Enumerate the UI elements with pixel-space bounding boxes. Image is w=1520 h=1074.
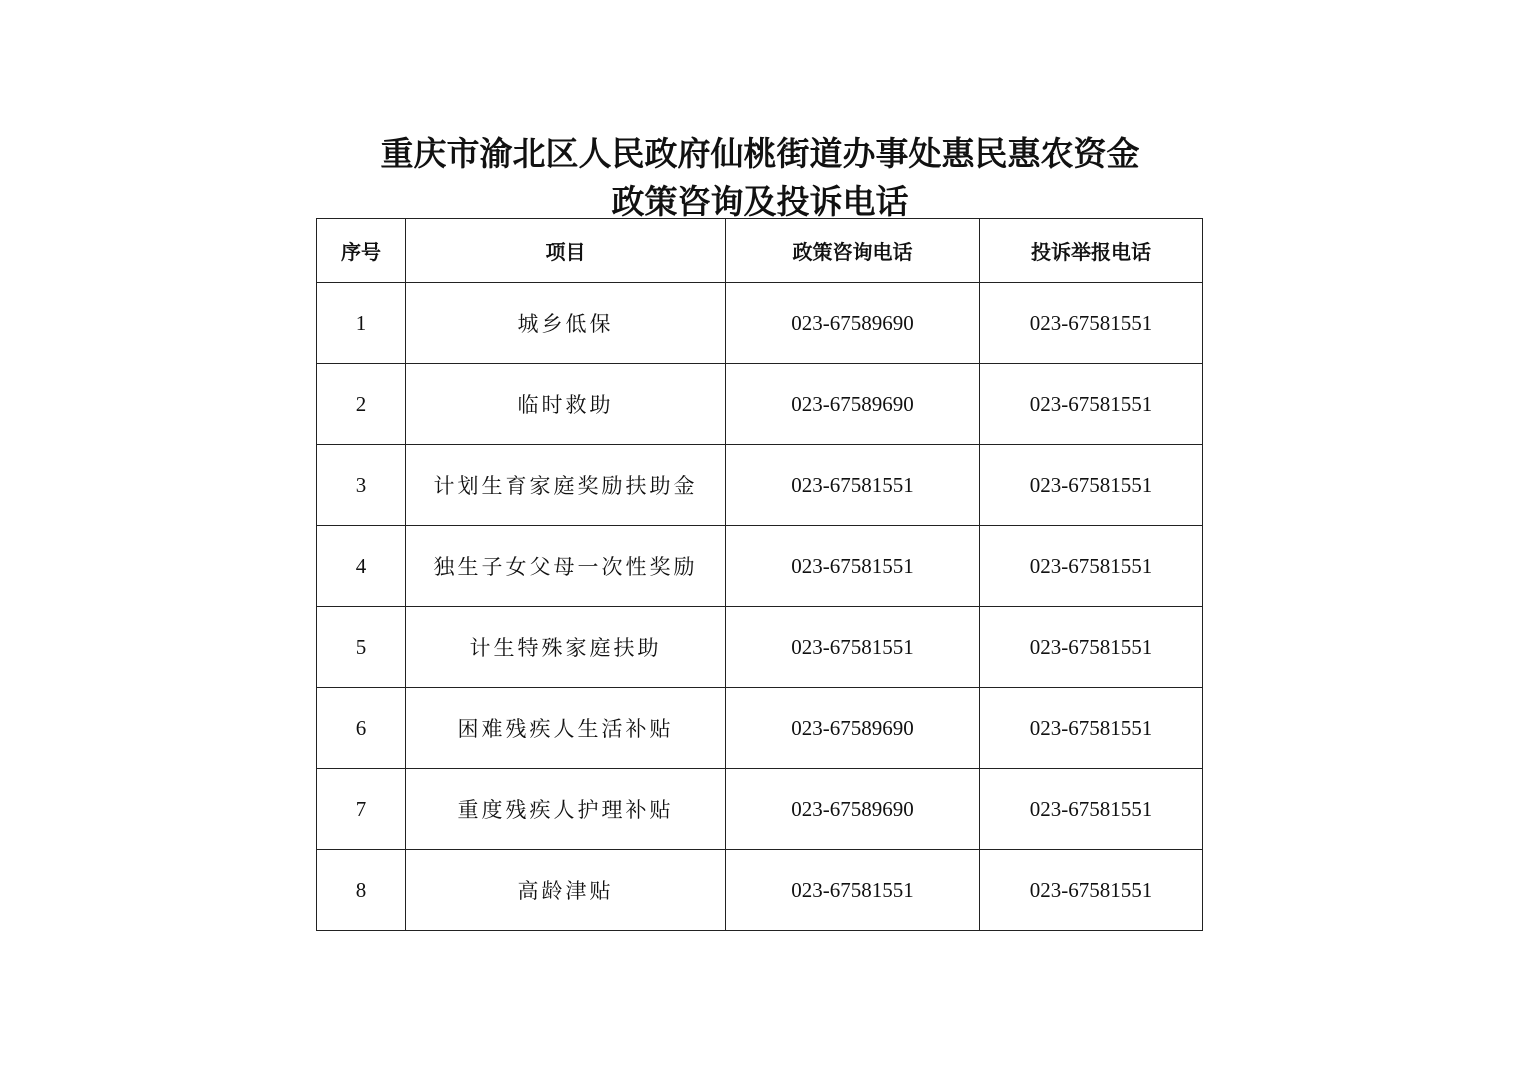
row-number: 3 [317,445,406,526]
row-item: 重度残疾人护理补贴 [406,769,726,850]
row-consult-phone: 023-67581551 [726,607,980,688]
header-item: 项目 [406,219,726,283]
row-item: 城乡低保 [406,283,726,364]
row-number: 1 [317,283,406,364]
row-item: 独生子女父母一次性奖励 [406,526,726,607]
row-consult-phone: 023-67589690 [726,283,980,364]
row-item: 困难残疾人生活补贴 [406,688,726,769]
table-row [317,283,1203,364]
row-number: 2 [317,364,406,445]
table-row [317,688,1203,769]
document-title-line-1: 重庆市渝北区人民政府仙桃街道办事处惠民惠农资金 [380,134,1140,173]
row-complaint-phone: 023-67581551 [980,364,1203,445]
table-row [317,364,1203,445]
table-header-row [317,219,1203,283]
table-row [317,769,1203,850]
table-row [317,445,1203,526]
row-consult-phone: 023-67581551 [726,850,980,931]
row-consult-phone: 023-67589690 [726,688,980,769]
row-number: 4 [317,526,406,607]
row-consult-phone: 023-67589690 [726,769,980,850]
row-complaint-phone: 023-67581551 [980,526,1203,607]
header-complaint-phone: 投诉举报电话 [980,219,1203,283]
row-complaint-phone: 023-67581551 [980,283,1203,364]
row-number: 8 [317,850,406,931]
row-item: 临时救助 [406,364,726,445]
row-complaint-phone: 023-67581551 [980,688,1203,769]
contact-table [316,218,1203,931]
row-consult-phone: 023-67581551 [726,445,980,526]
row-number: 5 [317,607,406,688]
table-row [317,607,1203,688]
row-item: 计划生育家庭奖励扶助金 [406,445,726,526]
row-consult-phone: 023-67589690 [726,364,980,445]
row-number: 6 [317,688,406,769]
row-number: 7 [317,769,406,850]
row-complaint-phone: 023-67581551 [980,769,1203,850]
row-item: 计生特殊家庭扶助 [406,607,726,688]
row-complaint-phone: 023-67581551 [980,607,1203,688]
row-complaint-phone: 023-67581551 [980,850,1203,931]
row-item: 高龄津贴 [406,850,726,931]
row-complaint-phone: 023-67581551 [980,445,1203,526]
row-consult-phone: 023-67581551 [726,526,980,607]
document-title-line-2: 政策咨询及投诉电话 [611,182,909,221]
table-row [317,850,1203,931]
table-row [317,526,1203,607]
header-policy-consult-phone: 政策咨询电话 [726,219,980,283]
header-serial-number: 序号 [317,219,406,283]
